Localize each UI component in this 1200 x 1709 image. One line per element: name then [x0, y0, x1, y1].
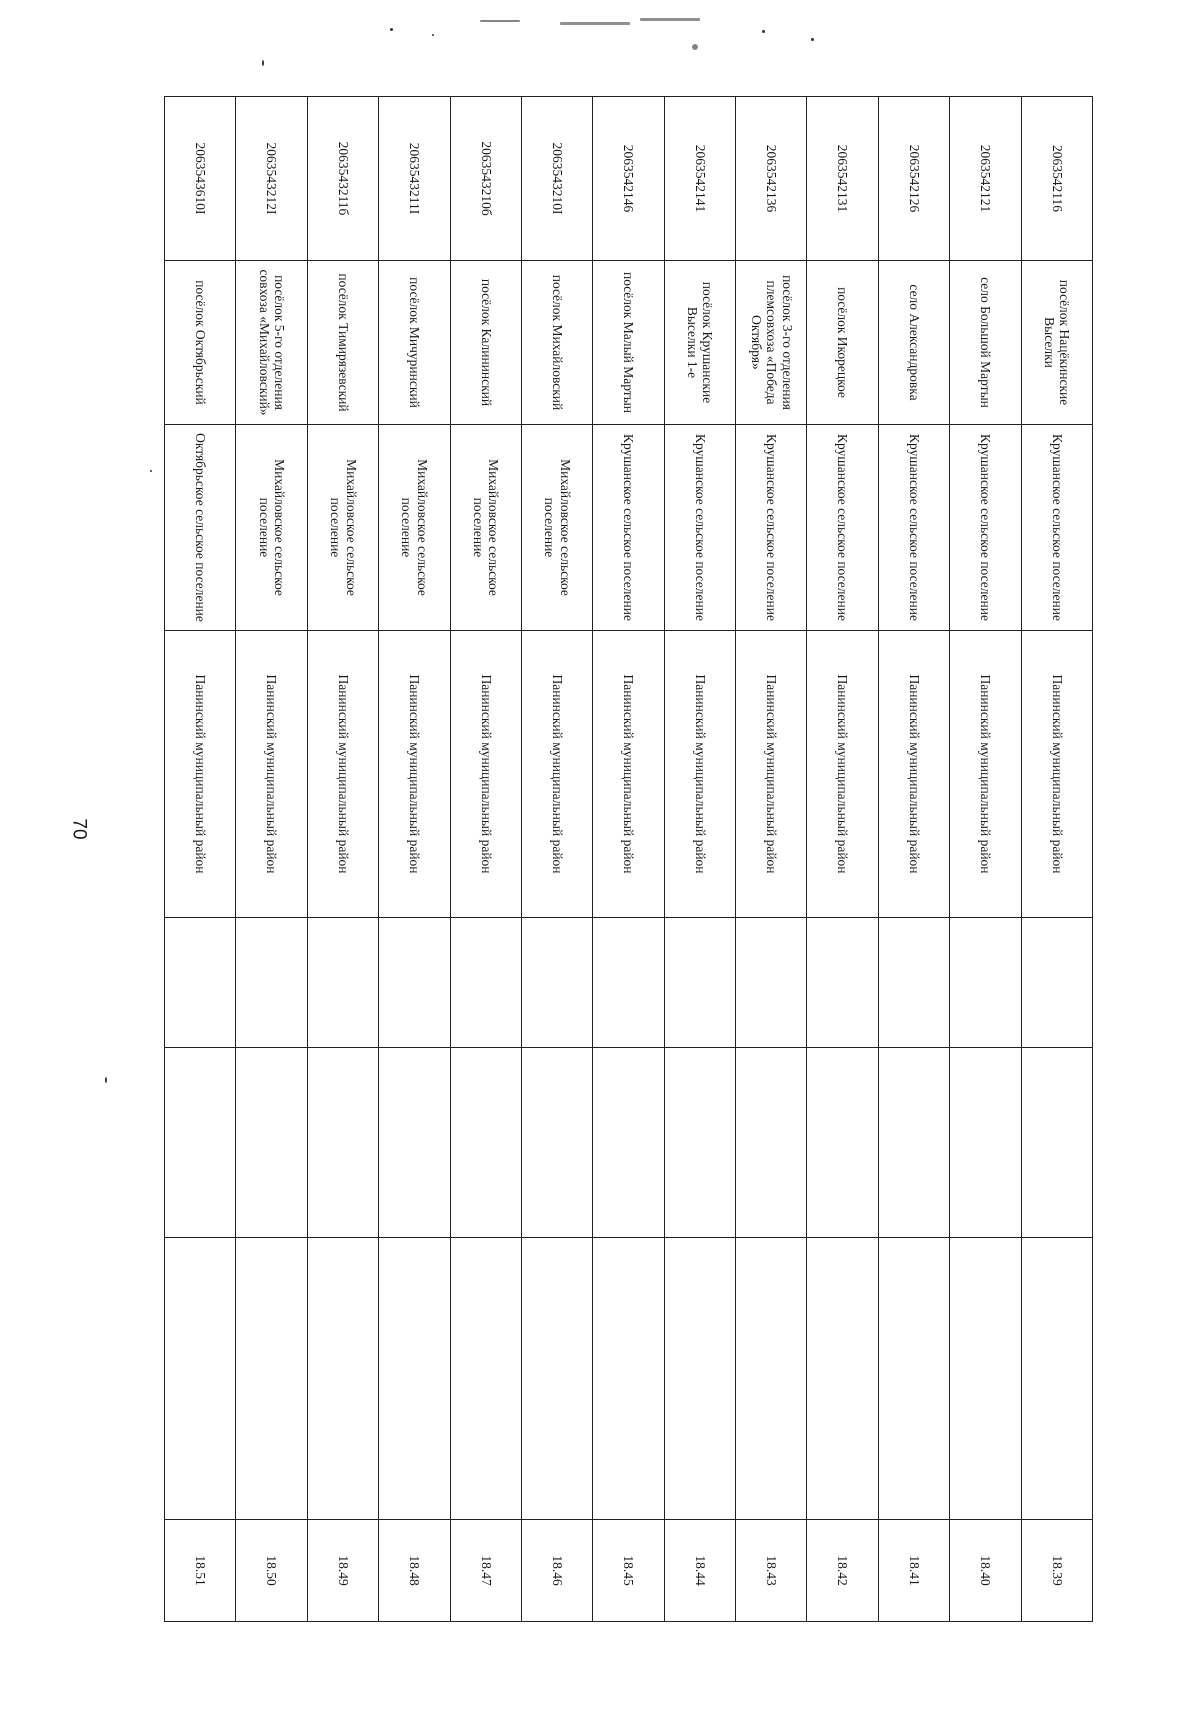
empty-cell: [1021, 1238, 1092, 1520]
municipality-cell: Крушанское сельское поселение: [878, 425, 949, 631]
row-number-cell: 18.46: [522, 1520, 593, 1622]
okato-code-cell: 2063542116: [1021, 97, 1092, 261]
table-row: [664, 97, 735, 1622]
empty-cell: [593, 1238, 664, 1520]
empty-cell: [379, 1238, 450, 1520]
empty-cell: [522, 1048, 593, 1238]
empty-cell: [450, 1238, 521, 1520]
empty-cell: [307, 1048, 378, 1238]
table-row: [379, 97, 450, 1622]
settlement-cell: посёлок Икорецкое: [807, 261, 878, 425]
empty-cell: [878, 1238, 949, 1520]
okato-code-cell: 2063542126: [878, 97, 949, 261]
page-number: 70: [68, 818, 90, 840]
empty-cell: [1021, 918, 1092, 1048]
scan-speck: [150, 470, 152, 472]
okato-code-cell: 2063543212I: [236, 97, 307, 261]
settlement-cell: посёлок 3-го отделения племсовхоза «Победа Октября»: [736, 261, 807, 425]
empty-cell: [807, 1048, 878, 1238]
municipality-cell: Крушанское сельское поселение: [593, 425, 664, 631]
district-cell: Панинский муниципальный район: [878, 631, 949, 918]
empty-cell: [165, 1238, 236, 1520]
table-row: [878, 97, 949, 1622]
settlement-cell: посёлок Мичуринский: [379, 261, 450, 425]
district-cell: Панинский муниципальный район: [664, 631, 735, 918]
okato-code-cell: 2063543211I: [379, 97, 450, 261]
scan-speck: [692, 44, 698, 50]
row-number-cell: 18.44: [664, 1520, 735, 1622]
empty-cell: [522, 1238, 593, 1520]
municipality-cell: Крушанское сельское поселение: [1021, 425, 1092, 631]
empty-cell: [736, 1048, 807, 1238]
district-cell: Панинский муниципальный район: [236, 631, 307, 918]
empty-cell: [736, 918, 807, 1048]
empty-cell: [379, 1048, 450, 1238]
okato-code-cell: 2063542131: [807, 97, 878, 261]
table-row: [307, 97, 378, 1622]
scan-speck: [640, 18, 700, 21]
municipality-cell: Крушанское сельское поселение: [807, 425, 878, 631]
row-number-cell: 18.50: [236, 1520, 307, 1622]
empty-cell: [1021, 1048, 1092, 1238]
empty-cell: [165, 1048, 236, 1238]
okato-code-cell: 2063542141: [664, 97, 735, 261]
document-table: [164, 96, 1093, 1622]
settlement-cell: посёлок Михайловский: [522, 261, 593, 425]
empty-cell: [236, 1048, 307, 1238]
row-number-cell: 18.40: [950, 1520, 1021, 1622]
settlement-cell: село Большой Мартын: [950, 261, 1021, 425]
settlement-cell: посёлок Малый Мартын: [593, 261, 664, 425]
district-cell: Панинский муниципальный район: [379, 631, 450, 918]
row-number-cell: 18.43: [736, 1520, 807, 1622]
table-row: [593, 97, 664, 1622]
table-row: [236, 97, 307, 1622]
municipality-cell: Михайловское сельское поселение: [307, 425, 378, 631]
municipality-cell: Октябрьское сельское поселение: [165, 425, 236, 631]
okato-code-cell: 2063542146: [593, 97, 664, 261]
settlement-cell: посёлок Тимирязевский: [307, 261, 378, 425]
settlement-cell: посёлок Октябрьский: [165, 261, 236, 425]
okato-code-cell: 2063543211б: [307, 97, 378, 261]
empty-cell: [450, 1048, 521, 1238]
empty-cell: [664, 918, 735, 1048]
table-row: [1021, 97, 1092, 1622]
scan-speck: [811, 38, 814, 41]
empty-cell: [236, 1238, 307, 1520]
row-number-cell: 18.42: [807, 1520, 878, 1622]
scan-speck: [105, 1077, 107, 1083]
municipality-cell: Михайловское сельское поселение: [450, 425, 521, 631]
scan-speck: [560, 22, 630, 25]
scan-speck: [432, 34, 434, 36]
district-cell: Панинский муниципальный район: [593, 631, 664, 918]
municipality-cell: Михайловское сельское поселение: [522, 425, 593, 631]
district-cell: Панинский муниципальный район: [450, 631, 521, 918]
empty-cell: [522, 918, 593, 1048]
empty-cell: [878, 918, 949, 1048]
empty-cell: [807, 1238, 878, 1520]
okato-code-cell: 2063543210б: [450, 97, 521, 261]
scan-speck: [480, 20, 520, 22]
empty-cell: [807, 918, 878, 1048]
empty-cell: [379, 918, 450, 1048]
empty-cell: [450, 918, 521, 1048]
row-number-cell: 18.39: [1021, 1520, 1092, 1622]
row-number-cell: 18.48: [379, 1520, 450, 1622]
row-number-cell: 18.41: [878, 1520, 949, 1622]
district-cell: Панинский муниципальный район: [950, 631, 1021, 918]
empty-cell: [736, 1238, 807, 1520]
empty-cell: [593, 918, 664, 1048]
table-row: [950, 97, 1021, 1622]
empty-cell: [664, 1238, 735, 1520]
district-cell: Панинский муниципальный район: [736, 631, 807, 918]
table-row: [522, 97, 593, 1622]
municipality-cell: Крушанское сельское поселение: [664, 425, 735, 631]
okato-code-cell: 2063543210I: [522, 97, 593, 261]
empty-cell: [950, 1048, 1021, 1238]
district-cell: Панинский муниципальный район: [1021, 631, 1092, 918]
row-number-cell: 18.47: [450, 1520, 521, 1622]
municipality-cell: Михайловское сельское поселение: [379, 425, 450, 631]
empty-cell: [593, 1048, 664, 1238]
settlement-cell: посёлок 5-го отделения совхоза «Михайловский»: [236, 261, 307, 425]
district-cell: Панинский муниципальный район: [307, 631, 378, 918]
document-table-wrapper: [165, 96, 1093, 1621]
municipality-cell: Крушанское сельское поселение: [736, 425, 807, 631]
empty-cell: [878, 1048, 949, 1238]
empty-cell: [664, 1048, 735, 1238]
okato-code-cell: 2063542121: [950, 97, 1021, 261]
table-row: [807, 97, 878, 1622]
empty-cell: [307, 1238, 378, 1520]
row-number-cell: 18.51: [165, 1520, 236, 1622]
empty-cell: [950, 1238, 1021, 1520]
row-number-cell: 18.49: [307, 1520, 378, 1622]
empty-cell: [165, 918, 236, 1048]
empty-cell: [236, 918, 307, 1048]
table-row: [450, 97, 521, 1622]
okato-code-cell: 2063543610I: [165, 97, 236, 261]
okato-code-cell: 2063542136: [736, 97, 807, 261]
district-cell: Панинский муниципальный район: [165, 631, 236, 918]
settlement-cell: посёлок Калининский: [450, 261, 521, 425]
scan-speck: [762, 30, 765, 33]
table-row: [165, 97, 236, 1622]
district-cell: Панинский муниципальный район: [807, 631, 878, 918]
scan-speck: [390, 28, 393, 31]
empty-cell: [950, 918, 1021, 1048]
municipality-cell: Крушанское сельское поселение: [950, 425, 1021, 631]
scan-speck: [262, 60, 264, 66]
settlement-cell: посёлок Нацёкинские Выселки: [1021, 261, 1092, 425]
table-row: [736, 97, 807, 1622]
row-number-cell: 18.45: [593, 1520, 664, 1622]
empty-cell: [307, 918, 378, 1048]
settlement-cell: посёлок Крушанские Выселки 1-е: [664, 261, 735, 425]
municipality-cell: Михайловское сельское поселение: [236, 425, 307, 631]
settlement-cell: село Александровка: [878, 261, 949, 425]
district-cell: Панинский муниципальный район: [522, 631, 593, 918]
